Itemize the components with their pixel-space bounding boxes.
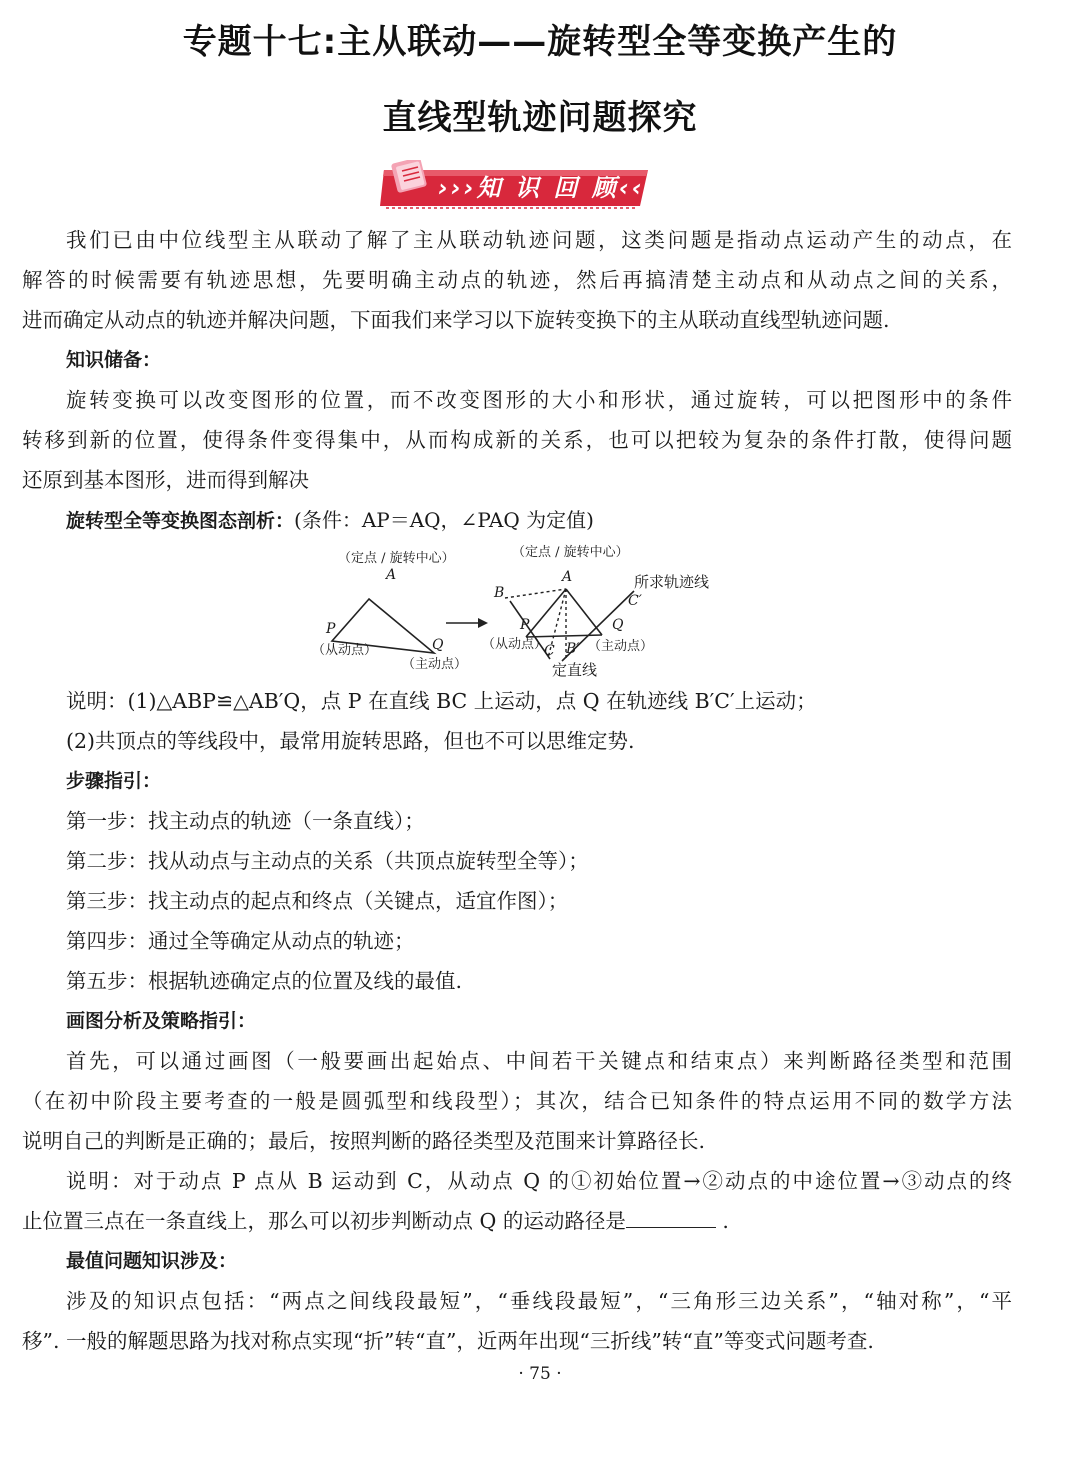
- strategy-line-1: 首先，可以通过画图（一般要画出起始点、中间若干关键点和结束点）来判断路径类型和范围: [66, 1049, 1012, 1073]
- knowledge-line-1: 旋转变换可以改变图形的位置，而不改变图形的大小和形状，通过旋转，可以把图形中的条件: [66, 388, 1012, 412]
- left-point-P: P: [326, 621, 336, 637]
- locus-line-label: 所求轨迹线: [634, 573, 710, 591]
- left-leader-label: （主动点）: [402, 657, 468, 672]
- step-5: 第五步：根据轨迹确定点的位置及线的最值.: [66, 969, 463, 993]
- right-point-C: C: [544, 643, 555, 659]
- note-line-1: 说明：(1)△ABP≌△AB′Q，点 P 在直线 BC 上运动，点 Q 在轨迹线 B′C′上运动；: [66, 689, 817, 713]
- analysis-heading-label: 旋转型全等变换图态剖析：: [66, 510, 295, 532]
- right-point-C-prime: C′: [628, 593, 642, 609]
- step-4: 第四步：通过全等确定从动点的轨迹；: [66, 929, 415, 953]
- note-line-2: (2)共顶点的等线段中，最常用旋转思路，但也不可以思维定势.: [66, 729, 635, 753]
- transform-arrow-head: [478, 618, 488, 628]
- step-3: 第三步：找主动点的起点和终点（关键点，适宜作图）；: [66, 889, 569, 913]
- strategy-heading: 画图分析及策略指引：: [66, 1010, 257, 1032]
- strategy-note-line-1: 说明：对于动点 P 点从 B 运动到 C，从动点 Q 的①初始位置→②动点的中途位置→③动点的终: [66, 1169, 1012, 1193]
- intro-line-2: 解答的时候需要有轨迹思想，先要明确主动点的轨迹，然后再搞清楚主动点和从动点之间的关系，: [22, 268, 1012, 292]
- extremum-line-2: 移”. 一般的解题思路为找对称点实现“折”转“直”，近两年出现“三折线”转“直”等变式问题考查.: [22, 1329, 874, 1353]
- right-point-A: A: [562, 569, 573, 585]
- right-follower-label: （从动点）: [482, 637, 548, 652]
- analysis-condition: (条件：AP＝AQ，∠PAQ 为定值): [294, 508, 594, 532]
- page-number: · 75 ·: [518, 1364, 562, 1384]
- knowledge-heading: 知识储备：: [66, 349, 162, 371]
- main-content: [22, 220, 1012, 1361]
- left-point-Q: Q: [432, 637, 444, 653]
- strategy-line-2: （在初中阶段主要考查的一般是圆弧型和线段型）；其次，结合已知条件的特点运用不同的数学方法: [22, 1089, 1012, 1113]
- line-B-A: [505, 589, 566, 598]
- right-leader-label: （主动点）: [588, 639, 654, 654]
- diagram-lines: [22, 541, 1012, 681]
- right-point-B: B: [494, 585, 505, 601]
- page-title-line-1: 专题十七:主从联动——旋转型全等变换产生的: [182, 22, 898, 62]
- step-1: 第一步：找主动点的轨迹（一条直线）；: [66, 809, 425, 833]
- knowledge-line-3: 还原到基本图形，进而得到解决: [22, 468, 309, 492]
- fixed-line-label: 定直线: [552, 661, 598, 679]
- right-point-B-prime: B′: [566, 641, 580, 657]
- step-2: 第二步：找从动点与主动点的关系（共顶点旋转型全等）；: [66, 849, 589, 873]
- knowledge-line-2: 转移到新的位置，使得条件变得集中，从而构成新的关系，也可以把较为复杂的条件打散，使得问题: [22, 428, 1012, 452]
- strategy-note-end: .: [722, 1209, 729, 1233]
- left-center-label: （定点 / 旋转中心）: [338, 551, 455, 566]
- extremum-line-1: 涉及的知识点包括：“两点之间线段最短”，“垂线段最短”，“三角形三边关系”，“轴对称”，“平: [66, 1289, 1012, 1313]
- strategy-note-line-2: [22, 1201, 1012, 1241]
- analysis-heading: [22, 500, 1012, 541]
- right-center-label: （定点 / 旋转中心）: [512, 545, 629, 560]
- right-point-Q: Q: [612, 617, 624, 633]
- rotation-diagram: [22, 541, 1012, 681]
- intro-line-1: 我们已由中位线型主从联动了解了主从联动轨迹问题，这类问题是指动点运动产生的动点，在: [66, 228, 1012, 252]
- answer-blank[interactable]: [626, 1205, 716, 1228]
- section-banner: [380, 160, 658, 210]
- page-title-line-2: 直线型轨迹问题探究: [382, 98, 698, 138]
- right-point-P: P: [520, 617, 530, 633]
- steps-heading: 步骤指引：: [66, 770, 162, 792]
- extremum-heading: 最值问题知识涉及：: [66, 1250, 238, 1272]
- left-point-A: A: [386, 567, 397, 583]
- banner-label: ›››知 识 回 顾‹‹‹: [438, 174, 658, 202]
- intro-line-3: 进而确定从动点的轨迹并解决问题，下面我们来学习以下旋转变换下的主从联动直线型轨迹问题.: [22, 308, 890, 332]
- strategy-line-3: 说明自己的判断是正确的；最后，按照判断的路径类型及范围来计算路径长.: [22, 1129, 706, 1153]
- strategy-note-text: 止位置三点在一条直线上，那么可以初步判断动点 Q 的运动路径是: [22, 1209, 626, 1233]
- left-follower-label: （从动点）: [312, 643, 378, 658]
